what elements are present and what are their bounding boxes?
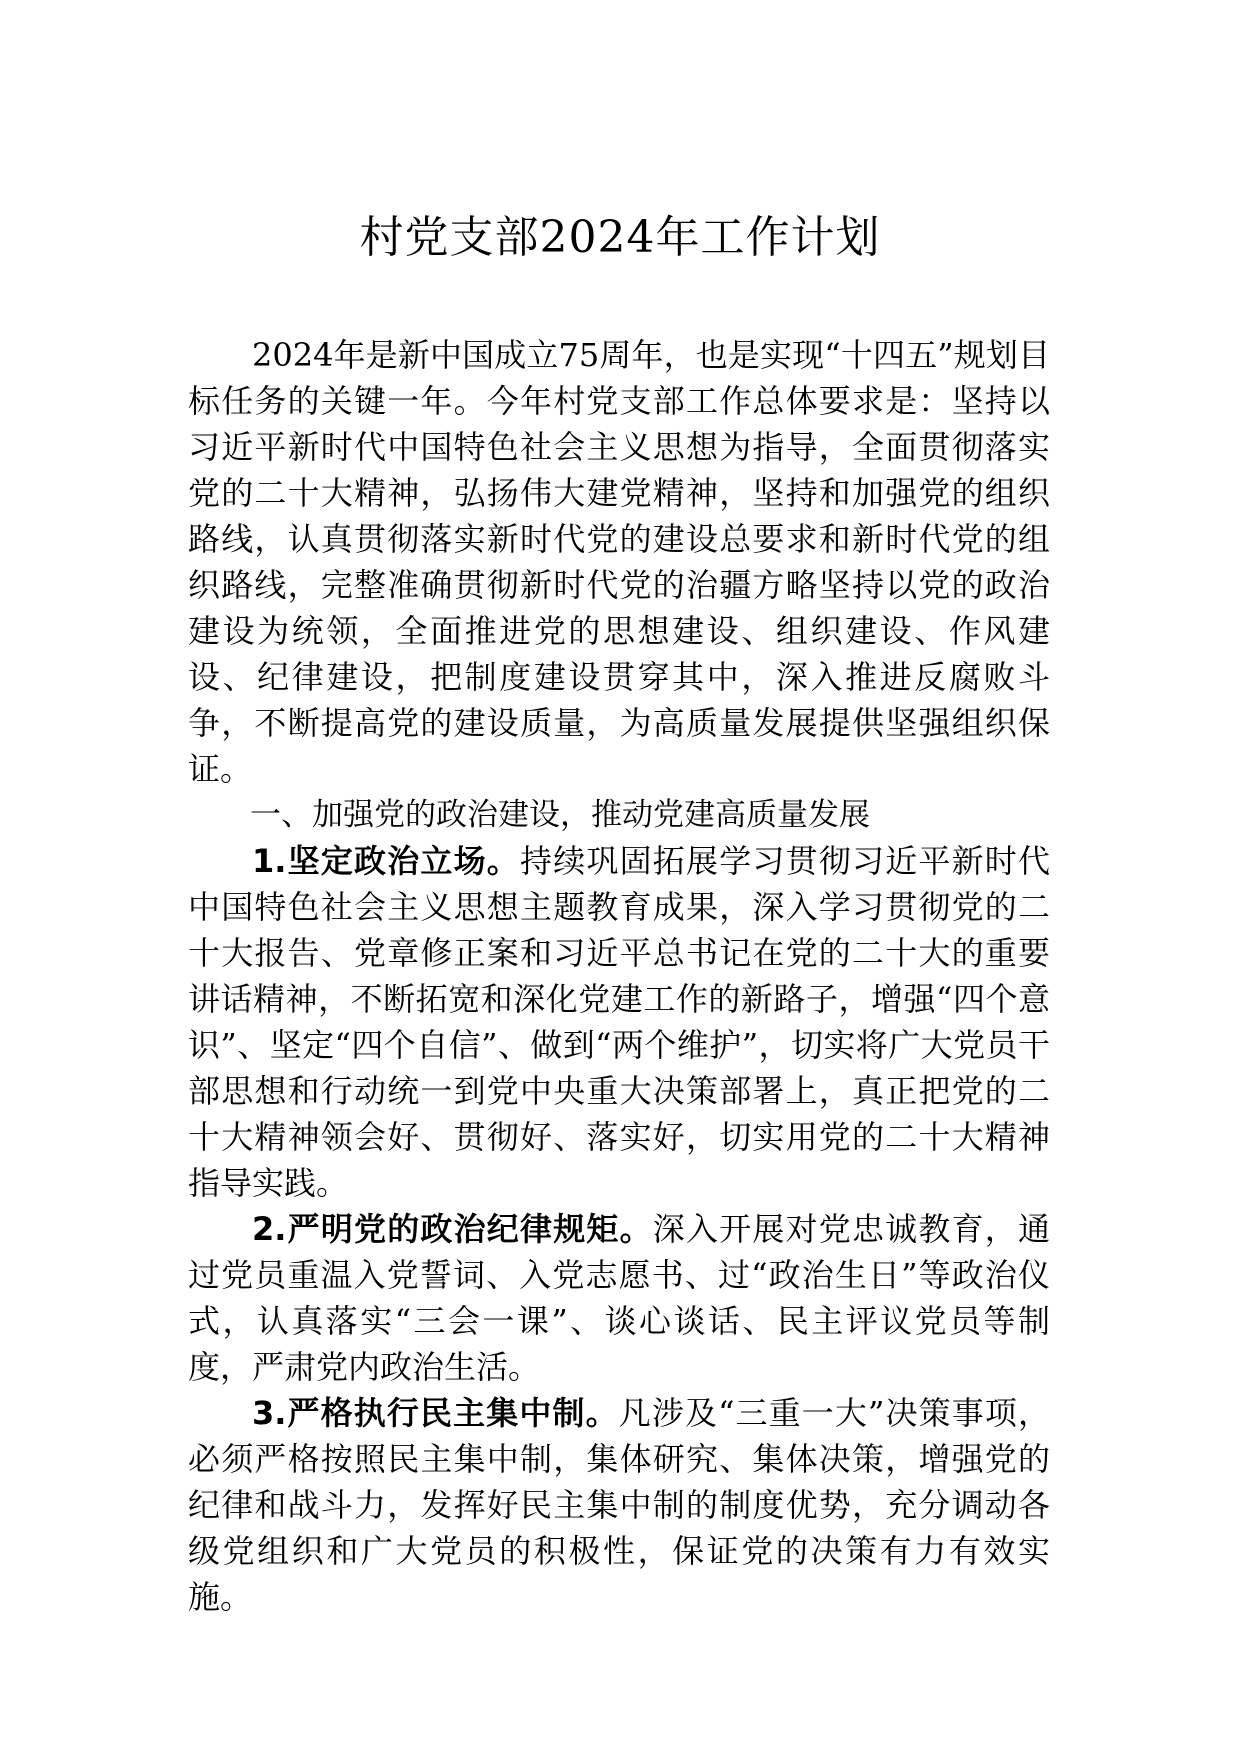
section-heading: 一、加强党的政治建设，推动党建高质量发展 bbox=[250, 797, 870, 833]
document-title: 村党支部2024年工作计划 bbox=[359, 212, 881, 263]
item-text-3: 凡涉及“三重一大”决策事项，必须严格按照民主集中制，集体研究、集体决策，增强党的纪律和战斗力，发挥好民主集中制的制度优势，充分调动各级党组织和广大党员的积极性，保证党的决策有力有效实施。 bbox=[188, 1394, 1050, 1616]
item-lead-1: 1.坚定政治立场。 bbox=[252, 842, 521, 880]
item-text-2: 深入开展对党忠诚教育，通过党员重温入党誓词、入党志愿书、过“政治生日”等政治仪式，认真落实“三会一课”、谈心谈话、民主评议党员等制度，严肃党内政治生活。 bbox=[188, 1210, 1050, 1386]
item-lead-3: 3.严格执行民主集中制。 bbox=[252, 1394, 619, 1432]
item-paragraph-1 bbox=[188, 838, 1050, 1206]
item-paragraph-3 bbox=[188, 1390, 1050, 1620]
item-text-1: 持续巩固拓展学习贯彻习近平新时代中国特色社会主义思想主题教育成果，深入学习贯彻党的二十大报告、党章修正案和习近平总书记在党的二十大的重要讲话精神，不断拓宽和深化党建工作的新路子，增强“四个意识”、坚定“四个自信”、做到“两个维护”，切实将广大党员干部思想和行动统一到党中央重大决策部署上，真正把党的二十大精神领会好、贯彻好、落实好，切实用党的二十大精神指导实践。 bbox=[188, 842, 1050, 1202]
document-body bbox=[188, 332, 1050, 1620]
item-paragraph-2 bbox=[188, 1206, 1050, 1390]
intro-paragraph: 2024年是新中国成立75周年，也是实现“十四五”规划目标任务的关键一年。今年村党支部工作总体要求是：坚持以习近平新时代中国特色社会主义思想为指导，全面贯彻落实党的二十大精神，弘扬伟大建党精神，坚持和加强党的组织路线，认真贯彻落实新时代党的建设总要求和新时代党的组织路线，完整准确贯彻新时代党的治疆方略坚持以党的政治建设为统领，全面推进党的思想建设、组织建设、作风建设、纪律建设，把制度建设贯穿其中，深入推进反腐败斗争，不断提高党的建设质量，为高质量发展提供坚强组织保证。 bbox=[188, 336, 1050, 788]
item-lead-2: 2.严明党的政治纪律规矩。 bbox=[252, 1210, 653, 1248]
